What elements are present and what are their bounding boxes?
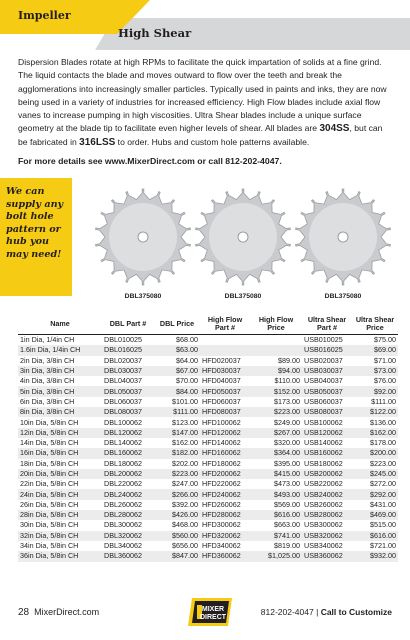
cell-us-price: $75.00 [374,335,396,345]
cell-hf-part: HFD030037 [200,366,250,376]
cell-hf-price: $473.00 [274,479,300,489]
col-header-hf-price: High Flow Price [250,314,302,335]
cell-dbl-part: DBL080037 [102,407,154,417]
cell-us-part: USB060037 [304,396,343,406]
cell-hf-part: HFD120062 [200,428,250,438]
svg-text:DIRECT: DIRECT [199,614,227,621]
cell-dbl-part: DBL030037 [102,366,154,376]
page-number: 28 [18,607,30,618]
cell-us-price: $162.00 [352,428,398,438]
cell-us-price: $469.00 [352,510,398,520]
cell-hf-part [200,335,250,346]
cell-us-price: $69.00 [352,345,398,355]
cell-name: 32in Dia, 5/8in CH [18,531,102,541]
page-footer [0,596,410,640]
footer-site[interactable]: MixerDirect.com [34,607,100,617]
cell-dbl-price: $63.00 [154,345,200,355]
cell-us-part: USB010025 [304,335,343,345]
table-row [18,417,398,427]
cell-us-price: $136.00 [370,417,396,427]
cell-dbl-price: $182.00 [154,448,200,458]
cell-hf-price: $663.00 [274,520,300,530]
cell-us-price: $200.00 [352,448,398,458]
cell-dbl-price: $223.00 [154,469,200,479]
cell-hf-part: HFD160062 [200,448,250,458]
cell-dbl-price: $392.00 [172,499,198,509]
cell-us-price: $515.00 [370,520,396,530]
intro-text-2: , but can be fabricated in [18,123,383,147]
cell-dbl-part: DBL100062 [104,417,142,427]
cell-us-price: $76.00 [374,376,396,386]
cell-dbl-part: DBL060037 [104,396,142,406]
cell-hf-part: HFD180062 [202,458,241,468]
cell-dbl-price: $247.00 [172,479,198,489]
contact-line: For more details see www.MixerDirect.com or call 812-202-4047. [18,156,282,166]
table-row [18,428,398,438]
table-row [18,376,398,386]
cell-hf-price: $415.00 [250,469,302,479]
cell-us-price: $122.00 [352,407,398,417]
cell-us-part: USB160062 [302,448,352,458]
cell-hf-price [250,345,302,355]
cell-name: 1.6in Dia, 1/4in CH [18,345,102,355]
footer-left [18,607,99,618]
category-title: Impeller [18,9,71,22]
cell-us-price: $431.00 [370,499,396,509]
promo-text: We can supply any bolt hole pattern or hub you may need! [6,186,64,260]
cell-hf-price: $1,025.00 [250,551,302,561]
cell-us-price: $932.00 [352,551,398,561]
cell-dbl-part: DBL320062 [102,531,154,541]
cell-dbl-price: $847.00 [154,551,200,561]
cell-us-part: USB340062 [304,541,343,551]
cell-us-part: USB100062 [304,417,343,427]
mixer-direct-logo-icon [188,596,234,628]
cell-us-price: $245.00 [352,469,398,479]
table-row [18,489,398,499]
cell-us-part: USB050037 [302,386,352,396]
intro-text-1: Dispersion Blades rotate at high RPMs to facilitate the quick impartation of solids at a fine grind. The liquid contacts the blade and moves outward to flow over the teeth and break the agglomerations into increasingly smaller particles. Typically used in paints and inks, they are now being used in a variety of industries for increased efficiency. High Flow blades include axial flow vanes to increase pumping in high viscosities. Ultra Shear blades include a unique surface geometry at the blade tip to facilitate even higher levels of shear. All blades are [18,57,387,134]
cell-hf-part: HFD280062 [200,510,250,520]
footer-phone[interactable]: 812-202-4047 [260,607,314,617]
cell-hf-part: HFD240062 [200,489,250,499]
cell-us-price: $616.00 [352,531,398,541]
table-row [18,397,398,407]
cell-dbl-part: DBL220062 [104,479,142,489]
cell-dbl-part: DBL260062 [104,499,142,509]
footer-separator: | [316,607,319,617]
cell-hf-price: $493.00 [250,489,302,499]
cell-hf-part: HFD050037 [200,386,250,396]
price-table [18,314,398,562]
cell-hf-price: $249.00 [274,417,300,427]
cell-hf-price: $94.00 [250,366,302,376]
cell-us-price: $111.00 [371,396,396,406]
cell-name: 18in Dia, 5/8in CH [20,458,79,468]
cell-hf-price: $364.00 [250,448,302,458]
cell-us-part: USB040037 [304,376,343,386]
table-row [18,366,398,376]
cell-hf-part: HFD220062 [202,479,241,489]
cell-hf-part [200,345,250,355]
cell-hf-part: HFD060037 [202,396,241,406]
cell-name: 12in Dia, 5/8in CH [18,428,102,438]
cell-us-part: USB300062 [304,520,343,530]
cell-name: 10in Dia, 5/8in CH [20,417,79,427]
table-row [18,407,398,417]
cell-hf-price: $89.00 [278,355,300,365]
col-header-dbl-part: DBL Part # [102,314,154,335]
cell-name: 8in Dia, 3/8in CH [18,407,102,417]
cell-dbl-part: DBL300062 [104,520,142,530]
cell-dbl-price: $67.00 [154,366,200,376]
table-row [18,500,398,510]
cell-dbl-price: $123.00 [172,417,198,427]
cell-dbl-part: DBL050037 [102,386,154,396]
cell-dbl-part: DBL180062 [104,458,142,468]
cell-us-price: $92.00 [352,386,398,396]
cell-dbl-part: DBL016025 [102,345,154,355]
cell-name: 34in Dia, 5/8in CH [20,541,79,551]
cell-name: 4in Dia, 3/8in CH [20,376,75,386]
table-row [18,356,398,366]
cell-hf-price: $741.00 [250,531,302,541]
dispersion-blade-image [288,182,398,292]
cell-dbl-part: DBL160062 [102,448,154,458]
table-row [18,448,398,458]
cell-name: 36in Dia, 5/8in CH [18,551,102,561]
cell-name: 30in Dia, 5/8in CH [20,520,79,530]
cell-hf-part: HFD320062 [200,531,250,541]
table-row [18,479,398,489]
footer-right [261,607,392,617]
cell-us-part: USB140062 [304,438,343,448]
cell-us-part: USB180062 [304,458,343,468]
table-row [18,510,398,520]
intro-paragraph [18,56,393,149]
table-row [18,386,398,396]
cell-us-part: USB360062 [302,551,352,561]
dispersion-blade-image [88,182,198,292]
cell-us-part: USB080037 [302,407,352,417]
cell-hf-price: $616.00 [250,510,302,520]
cell-us-price: $272.00 [370,479,396,489]
cell-dbl-part: DBL010025 [104,335,142,345]
cell-hf-part: HFD260062 [202,499,241,509]
cell-hf-part: HFD340062 [202,541,241,551]
table-row [18,531,398,541]
dispersion-blade-image [188,182,298,292]
cell-dbl-part: DBL040037 [104,376,142,386]
cell-name: 28in Dia, 5/8in CH [18,510,102,520]
cell-us-part: USB280062 [302,510,352,520]
blade-label: DBL375080 [224,293,262,300]
cell-hf-part: HFD020037 [202,355,241,365]
cell-us-price: $721.00 [370,541,396,551]
blade-label: DBL375080 [124,293,162,300]
cell-us-price: $223.00 [370,458,396,468]
table-row [18,335,398,346]
col-header-hf-part: High Flow Part # [200,314,250,335]
cell-us-price: $292.00 [352,489,398,499]
cell-hf-price [250,335,302,346]
table-row [18,551,398,561]
cell-us-part: USB260062 [304,499,343,509]
cell-dbl-price: $162.00 [172,438,198,448]
cell-hf-part: HFD300062 [202,520,241,530]
table-row [18,345,398,355]
cell-hf-price: $320.00 [274,438,300,448]
cell-hf-price: $110.00 [274,376,300,386]
cell-dbl-part: DBL360062 [102,551,154,561]
cell-hf-part: HFD080037 [200,407,250,417]
cell-hf-price: $819.00 [274,541,300,551]
col-header-name: Name [18,314,102,335]
cell-hf-price: $173.00 [274,396,300,406]
table-row [18,541,398,551]
cell-us-price: $178.00 [370,438,396,448]
cell-dbl-price: $64.00 [176,355,198,365]
cell-dbl-part: DBL120062 [102,428,154,438]
cell-dbl-price: $202.00 [172,458,198,468]
promo-callout [0,178,72,296]
col-header-dbl-price: DBL Price [154,314,200,335]
cell-dbl-part: DBL140062 [104,438,142,448]
cell-dbl-price: $70.00 [176,376,198,386]
cell-hf-price: $569.00 [274,499,300,509]
material-316lss: 316LSS [79,136,116,148]
cell-hf-part: HFD200062 [200,469,250,479]
page-header [0,0,410,50]
blade-label: DBL375080 [324,293,362,300]
cell-dbl-price: $68.00 [176,335,198,345]
cell-name: 1in Dia, 1/4in CH [20,335,75,345]
cell-us-part: USB220062 [304,479,343,489]
cell-us-part: USB120062 [302,428,352,438]
cell-dbl-part: DBL280062 [102,510,154,520]
cell-dbl-price: $656.00 [172,541,198,551]
cell-dbl-price: $84.00 [154,386,200,396]
cell-hf-part: HFD360062 [200,551,250,561]
cell-name: 5in Dia, 3/8in CH [18,386,102,396]
cell-hf-part: HFD100062 [202,417,241,427]
cell-dbl-part: DBL200062 [102,469,154,479]
cell-dbl-part: DBL240062 [102,489,154,499]
table-row [18,520,398,530]
col-header-us-price: Ultra Shear Price [352,314,398,335]
cell-name: 26in Dia, 5/8in CH [20,499,79,509]
footer-cta: Call to Customize [320,607,392,617]
table-row [18,438,398,448]
cell-hf-price: $223.00 [250,407,302,417]
material-304ss: 304SS [319,123,350,135]
cell-dbl-part: DBL340062 [104,541,142,551]
cell-dbl-price: $468.00 [172,520,198,530]
cell-name: 3in Dia, 3/8in CH [18,366,102,376]
cell-name: 2in Dia, 3/8in CH [20,355,75,365]
cell-us-part: USB320062 [302,531,352,541]
table-row [18,459,398,469]
cell-name: 16in Dia, 5/8in CH [18,448,102,458]
cell-us-part: USB200062 [302,469,352,479]
cell-us-price: $71.00 [374,355,396,365]
cell-hf-part: HFD040037 [202,376,241,386]
cell-name: 20in Dia, 5/8in CH [18,469,102,479]
cell-us-part: USB020037 [304,355,343,365]
intro-text-3: to order. Hubs and custom hole patterns available. [115,136,310,147]
table-row [18,469,398,479]
cell-hf-price: $152.00 [250,386,302,396]
cell-dbl-price: $560.00 [154,531,200,541]
cell-hf-price: $395.00 [274,458,300,468]
cell-dbl-price: $101.00 [172,396,198,406]
cell-hf-price: $267.00 [250,428,302,438]
cell-us-price: $73.00 [352,366,398,376]
cell-name: 22in Dia, 5/8in CH [20,479,79,489]
svg-text:MIXER: MIXER [201,606,225,613]
cell-us-part: USB030037 [302,366,352,376]
cell-us-part: USB016025 [302,345,352,355]
cell-hf-part: HFD140062 [202,438,241,448]
cell-dbl-price: $266.00 [154,489,200,499]
col-header-us-part: Ultra Shear Part # [302,314,352,335]
cell-name: 24in Dia, 5/8in CH [18,489,102,499]
cell-name: 14in Dia, 5/8in CH [20,438,79,448]
cell-dbl-price: $426.00 [154,510,200,520]
table-header-row [18,314,398,335]
cell-us-part: USB240062 [302,489,352,499]
cell-dbl-price: $147.00 [154,428,200,438]
cell-name: 6in Dia, 3/8in CH [20,396,75,406]
cell-dbl-price: $111.00 [154,407,200,417]
cell-dbl-part: DBL020037 [104,355,142,365]
section-title: High Shear [118,26,192,40]
